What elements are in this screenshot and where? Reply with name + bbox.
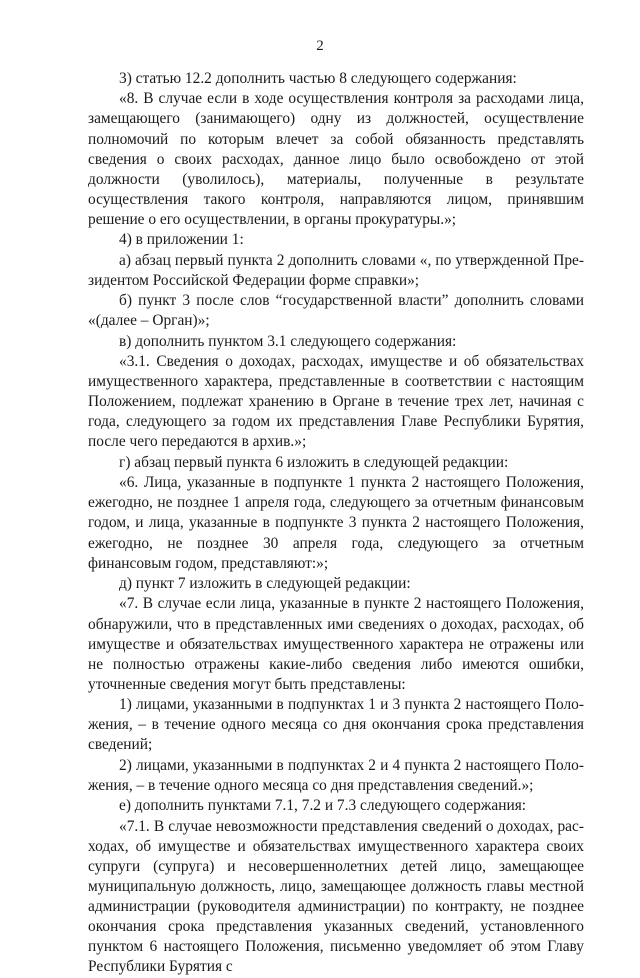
paragraph: б) пункт 3 после слов “государственной власти” дополнить словами «(далее – Орган)»; xyxy=(88,292,584,330)
paragraph: «3.1. Сведения о доходах, расходах, имуществе и об обязательствах имущественного характера, представленные в соответствии с настоящим Положением, подлежат хранению в Органе в течение трех лет, начиная с года, следующего за годом их представления Главе Республики Бурятия, после чего передаются в архив.»; xyxy=(88,353,584,451)
paragraph: «6. Лица, указанные в подпункте 1 пункта 2 настоящего Положения, ежегодно, не позднее 1 апреля года, следующего за отчетным финансовым годом, и лица, указанные в подпункте 3 пункта 2 настоящего Положения, ежегодно, не позднее 30 апреля года, следующего за отчетным финансовым годом, представляют:»; xyxy=(88,474,584,572)
paragraph: «7. В случае если лица, указанные в пункте 2 настоящего Положения, обнаружили, что в представленных ими сведениях о доходах, расходах, об имуществе и обязательствах имущественного характера не отражены или не полностью отражены какие-либо сведения либо имеются ошибки, уточненные сведения могут быть представлены: xyxy=(88,595,584,693)
page-number: 2 xyxy=(316,38,324,54)
paragraph: г) абзац первый пункта 6 изложить в следующей редакции: xyxy=(119,453,509,471)
paragraph: в) дополнить пунктом 3.1 следующего содержания: xyxy=(119,332,457,350)
paragraph: «7.1. В случае невозможности представления сведений о доходах, расходах, об имуществе и обязательствах имущественного характера своих супруги (супруга) и несовершеннолетних детей лицо, замещающее муниципальную должность, лицо, замещающее должность главы местной администрации (руководителя администрации) по контракту, не позднее окончания срока представления указанных сведений, установленного пунктом 6 настоящего Положения, письменно уведомляет об этом Главу Республики Бурятия с xyxy=(88,817,584,976)
paragraph: 2) лицами, указанными в подпунктах 2 и 4 пункта 2 настоящего Положения, – в течение одного месяца со дня представления сведений.»; xyxy=(88,756,584,794)
paragraph: д) пункт 7 изложить в следующей редакции: xyxy=(119,575,411,593)
paragraph: «8. В случае если в ходе осуществления контроля за расходами лица, замещающего (занимающего) одну из должностей, осуществление полномочий по которым влечет за собой обязанность представлять сведения о своих расходах, данное лицо было освобождено от этой должности (уволилось), материалы, полученные в результате осуществления такого контроля, направляются лицом, принявшим решение о его осуществлении, в органы прокуратуры.»; xyxy=(88,90,584,228)
paragraph: а) абзац первый пункта 2 дополнить словами «, по утвержденной Президентом Российской Федерации форме справки»; xyxy=(88,251,584,289)
paragraph: е) дополнить пунктами 7.1, 7.2 и 7.3 следующего содержания: xyxy=(119,797,527,815)
paragraph: 4) в приложении 1: xyxy=(119,231,244,249)
paragraph: 3) статью 12.2 дополнить частью 8 следующего содержания: xyxy=(119,70,517,87)
document-body xyxy=(88,69,584,978)
paragraph: 1) лицами, указанными в подпунктах 1 и 3 пункта 2 настоящего Положения, – в течение одного месяца со дня окончания срока представления сведений; xyxy=(88,696,584,754)
